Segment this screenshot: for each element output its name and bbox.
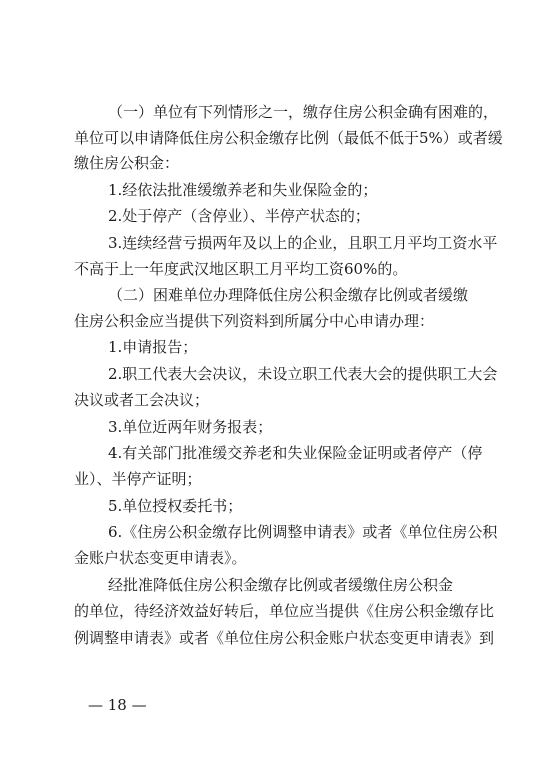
paragraph-3-line-1: 经批准降低住房公积金缴存比例或者缓缴住房公积金: [108, 576, 454, 594]
page-number: — 18 —: [88, 696, 147, 714]
paragraph-2-line-1: （二）困难单位办理降低住房公积金缴存比例或者缓缴: [108, 286, 469, 304]
paragraph-3-line-2: 的单位，待经济效益好转后，单位应当提供《住房公积金缴存比: [74, 602, 495, 620]
paragraph-1-line-3: 缴住房公积金：: [74, 154, 180, 172]
list-item-3-line-1: 3.连续经营亏损两年及以上的企业，且职工月平均工资水平: [108, 234, 498, 252]
requirement-4-line-2: 业）、半停产证明；: [74, 470, 202, 488]
paragraph-1-line-2: 单位可以申请降低住房公积金缴存比例（最低不低于5%）或者缓: [74, 129, 503, 147]
paragraph-3-line-3: 例调整申请表》或者《单位住房公积金账户状态变更申请表》到: [74, 629, 495, 647]
paragraph-1-line-1: （一）单位有下列情形之一，缴存住房公积金确有困难的，: [108, 103, 499, 121]
requirement-5: 5.单位授权委托书；: [108, 497, 243, 515]
paragraph-2-line-2: 住房公积金应当提供下列资料到所属分中心申请办理：: [74, 312, 435, 330]
list-item-2: 2.处于停产（含停业）、半停产状态的；: [108, 207, 370, 225]
list-item-3-line-2: 不高于上一年度武汉地区职工月平均工资60%的。: [74, 260, 408, 278]
requirement-6-line-2: 金账户状态变更申请表》。: [74, 549, 247, 567]
requirement-1: 1.申请报告；: [108, 338, 198, 356]
requirement-2-line-2: 决议或者工会决议；: [74, 391, 210, 409]
requirement-4-line-1: 4.有关部门批准缓交养老和失业保险金证明或者停产（停: [108, 444, 483, 462]
requirement-3: 3.单位近两年财务报表；: [108, 418, 273, 436]
requirement-6-line-1: 6.《住房公积金缴存比例调整申请表》或者《单位住房公积: [108, 523, 498, 541]
requirement-2-line-1: 2.职工代表大会决议，未设立职工代表大会的提供职工大会: [108, 365, 498, 383]
list-item-1: 1.经依法批准缓缴养老和失业保险金的；: [108, 181, 378, 199]
